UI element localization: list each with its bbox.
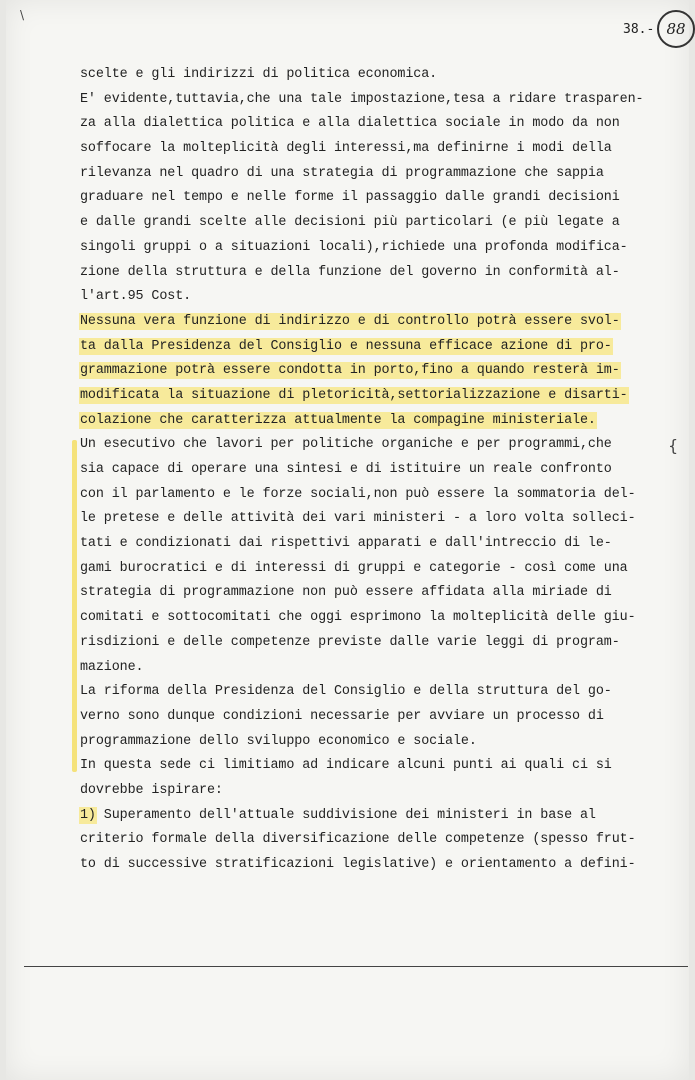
highlighted-text: ta dalla Presidenza del Consiglio e nessuna efficace azione di pro- bbox=[80, 338, 612, 354]
text-line bbox=[80, 359, 680, 384]
margin-highlight-marker bbox=[72, 440, 77, 772]
text-line bbox=[80, 310, 680, 335]
text-line-content: mazione. bbox=[80, 659, 144, 675]
text-line bbox=[80, 483, 680, 508]
text-line-content: Un esecutivo che lavori per politiche organiche e per programmi,che bbox=[80, 437, 612, 453]
highlighted-text: Nessuna vera funzione di indirizzo e di controllo potrà essere svol- bbox=[80, 313, 620, 329]
text-line-content: graduare nel tempo e nelle forme il passaggio dalle grandi decisioni bbox=[80, 190, 620, 206]
text-line bbox=[80, 656, 680, 681]
corner-mark: \ bbox=[20, 8, 25, 22]
text-line bbox=[80, 730, 680, 755]
text-line-content: Superamento dell'attuale suddivisione dei ministeri in base al bbox=[95, 807, 596, 823]
typewritten-text-body bbox=[80, 63, 680, 878]
text-line-content: In questa sede ci limitiamo ad indicare alcuni punti ai quali ci si bbox=[80, 758, 612, 774]
text-line bbox=[80, 853, 680, 878]
text-line bbox=[80, 285, 680, 310]
text-line-content: scelte e gli indirizzi di politica economica. bbox=[80, 67, 438, 82]
text-line bbox=[80, 409, 680, 434]
text-line bbox=[80, 754, 680, 779]
text-line-content: l'art.95 Cost. bbox=[80, 289, 192, 305]
text-line bbox=[80, 433, 680, 458]
text-line bbox=[80, 507, 680, 532]
text-line-content: verno sono dunque condizioni necessarie per avviare un processo di bbox=[80, 708, 604, 724]
text-line bbox=[80, 458, 680, 483]
text-line-content: sia capace di operare una sintesi e di istituire un reale confronto bbox=[80, 462, 612, 477]
text-line bbox=[80, 137, 680, 162]
text-line-content: singoli gruppi o a situazioni locali),richiede una profonda modifica- bbox=[80, 239, 628, 255]
text-line bbox=[80, 581, 680, 606]
text-line-content: E' evidente,tuttavia,che una tale impostazione,tesa a ridare trasparen- bbox=[80, 91, 644, 107]
text-line bbox=[80, 162, 680, 187]
text-line-content: e dalle grandi scelte alle decisioni più particolari (e più legate a bbox=[80, 215, 620, 231]
text-line bbox=[80, 631, 680, 656]
text-line bbox=[80, 680, 680, 705]
text-line bbox=[80, 211, 680, 236]
text-line-content: comitati e sottocomitati che oggi esprimono la molteplicità delle giu- bbox=[80, 610, 636, 626]
text-line-content: risdizioni e delle competenze previste dalle varie leggi di program- bbox=[80, 634, 620, 650]
text-line-content: to di successive stratificazioni legislative) e orientamento a defini- bbox=[80, 857, 636, 872]
text-line bbox=[80, 186, 680, 211]
text-line bbox=[80, 335, 680, 360]
text-line bbox=[80, 532, 680, 557]
text-line bbox=[80, 236, 680, 261]
margin-annotation-mark: { bbox=[668, 436, 679, 455]
text-line bbox=[80, 63, 680, 88]
highlighted-text: modificata la situazione di pletoricità,settorializzazione e disarti- bbox=[80, 387, 628, 403]
highlighted-text: colazione che caratterizza attualmente la compagine ministeriale. bbox=[80, 412, 596, 428]
text-line-content: criterio formale della diversificazione delle competenze (spesso frut- bbox=[80, 832, 636, 848]
text-line-content: soffocare la molteplicità degli interessi,ma definirne i modi della bbox=[80, 141, 612, 157]
text-line bbox=[80, 606, 680, 631]
text-line-content: dovrebbe ispirare: bbox=[80, 782, 223, 798]
highlighted-text: grammazione potrà essere condotta in porto,fino a quando resterà im- bbox=[80, 363, 620, 379]
highlighted-list-number: 1) bbox=[80, 807, 96, 823]
text-line bbox=[80, 705, 680, 730]
text-line bbox=[80, 779, 680, 804]
text-line bbox=[80, 112, 680, 137]
text-line-content: zione della struttura e della funzione del governo in conformità al- bbox=[80, 264, 620, 280]
text-line-content: le pretese e delle attività dei vari ministeri - a loro volta solleci- bbox=[80, 511, 636, 527]
page-bottom-rule bbox=[24, 966, 688, 967]
page-number: 38.- bbox=[623, 22, 655, 37]
text-line bbox=[80, 88, 680, 113]
text-line bbox=[80, 384, 680, 409]
text-line bbox=[80, 804, 680, 829]
circled-page-number: 88 bbox=[657, 10, 695, 48]
document-page bbox=[6, 0, 689, 1080]
text-line-content: tati e condizionati dai rispettivi apparati e dall'intreccio di le- bbox=[80, 536, 612, 552]
text-line-content: gami burocratici e di interessi di gruppi e categorie - così come una bbox=[80, 560, 628, 576]
text-line bbox=[80, 828, 680, 853]
text-line-content: La riforma della Presidenza del Consiglio e della struttura del go- bbox=[80, 684, 612, 700]
text-line bbox=[80, 557, 680, 582]
text-line-content: programmazione dello sviluppo economico e sociale. bbox=[80, 733, 477, 749]
text-line-content: rilevanza nel quadro di una strategia di programmazione che sappia bbox=[80, 165, 604, 181]
text-line bbox=[80, 261, 680, 286]
text-line-content: za alla dialettica politica e alla dialettica sociale in modo da non bbox=[80, 116, 620, 132]
text-line-content: strategia di programmazione non può essere affidata alla miriade di bbox=[80, 585, 612, 601]
text-line-content: con il parlamento e le forze sociali,non può essere la sommatoria del- bbox=[80, 486, 636, 502]
